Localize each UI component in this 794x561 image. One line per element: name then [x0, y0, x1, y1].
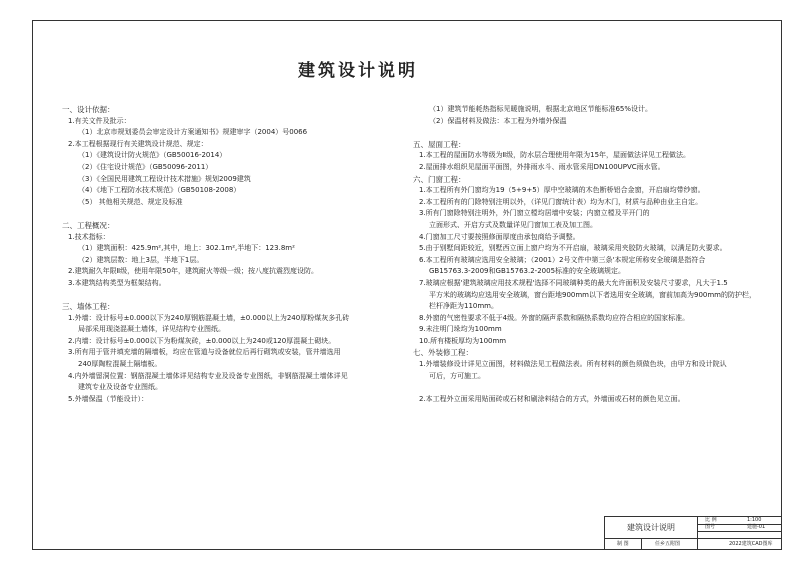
spacer	[413, 382, 756, 394]
footer-right: 2022建筑CAD图库	[729, 541, 773, 547]
paragraph-line: 3.本建筑结构类型为框架结构。	[68, 278, 166, 287]
paragraph-line: （5） 其他相关规范、规定及标准	[78, 197, 183, 206]
scale-value: 1:100	[747, 517, 762, 523]
paragraph-line: 栏杆净距为110mm。	[429, 302, 498, 311]
page-title: 建筑设计说明	[298, 61, 418, 81]
blank-row	[697, 531, 781, 538]
paragraph-line: 2.屋面排水组织见屋面平面图，外排雨水斗、雨水管采用DN100UPVC雨水管。	[419, 162, 665, 171]
paragraph-line: GB15763.3-2009和GB15763.2-2005标准的安全玻璃规定。	[429, 267, 626, 276]
footer-mid: 任乡五附图	[655, 541, 681, 547]
paragraph-line: 5.外墙保温（节能设计）：	[68, 394, 149, 403]
paragraph-line: （2）《住宅设计规范》（GB50096-2011）	[78, 162, 213, 171]
paragraph-line: 2.本工程根据现行有关建筑设计规范、规定：	[68, 139, 208, 148]
spacer	[413, 127, 756, 139]
section-heading: 三、墙体工程：	[62, 302, 115, 312]
paragraph-line: 1.有关文件及批示：	[68, 116, 131, 125]
section-heading: 二、工程概况：	[62, 220, 115, 230]
title-block	[604, 516, 781, 549]
footer-left: 制 图	[617, 541, 629, 547]
paragraph-line: 4.门窗加工尺寸要按照修面厚度由承包商给予调整。	[419, 232, 580, 241]
paragraph-line: 立面形式、开启方式及数量详见门窗加工表及加工图。	[429, 220, 597, 229]
paragraph-line: （4）《地下工程防水技术规范》（GB50108-2008）	[78, 186, 241, 195]
paragraph-line: （2）建筑层数：地上3层，半地下1层。	[78, 255, 204, 264]
drawing-no-label: 图号	[705, 524, 716, 530]
paragraph-line: 1.技术指标：	[68, 232, 110, 241]
paragraph-line: 1.外墙装修设计详见立面图，材料做法见工程做法表。所有材料的颜色须做色块，由甲方和设计院认	[419, 360, 727, 369]
paragraph-line: （1）建筑节能耗热指标见暖施说明，根据北京地区节能标准65%设计。	[429, 105, 653, 113]
section-heading: 六、门窗工程：	[413, 174, 466, 184]
paragraph-line: 8.外窗的气密性要求不低于4级。外窗的隔声系数和隔热系数均应符合相应的国家标准。	[419, 313, 690, 322]
paragraph-line: 4.内外墙留洞位置：钢筋混凝土墙体详见结构专业及设备专业图纸，非钢筋混凝土墙体详见	[68, 371, 348, 380]
paragraph-line: 240厚陶粒混凝土隔墙板。	[78, 360, 162, 369]
paragraph-line: 建筑专业及设备专业图纸。	[78, 383, 162, 392]
spacer	[62, 290, 349, 302]
scale-label: 比 例	[705, 517, 717, 523]
paragraph-line: 5.由于别墅间距较近，别墅西立面上窗户均为不开启扇，玻璃采用夹胶防火玻璃，以满足防火要求。	[419, 244, 727, 253]
paragraph-line: 可后，方可施工。	[429, 371, 485, 380]
drawing-name: 建筑设计说明	[605, 517, 698, 538]
paragraph-line: 9.未注明门垛均为100mm	[419, 325, 502, 334]
left-column	[62, 104, 349, 405]
spacer	[62, 208, 349, 220]
paragraph-line: 3.所有门窗除特别注明外，外门窗立樘均居墙中安装；内窗立樘及平开门的	[419, 209, 650, 218]
paragraph-line: 1.本工程所有外门窗均为19（5+9+5）厚中空玻璃的木色断桥铝合金窗，开启扇均带纱窗。	[419, 186, 705, 195]
paragraph-line: 10.所有楼板厚均为100mm	[419, 336, 507, 345]
paragraph-line: 2.本工程所有的门除特别注明以外，（详见门窗统计表）均为木门，材质与品种由业主自定。	[419, 197, 703, 206]
paragraph-line: 平方米的玻璃均应选用安全玻璃，窗台距地900mm以下者选用安全玻璃，窗前加高为900mm的防护栏，	[429, 290, 756, 299]
paragraph-line: 局部采用现浇混凝土墙体，详见结构专业图纸。	[78, 325, 225, 334]
paragraph-line: 1.外墙：设计标号±0.000以下为240厚钢筋混凝土墙，±0.000以上为240厚粉煤灰多孔砖	[68, 313, 350, 322]
title-block-footer	[605, 538, 781, 549]
paragraph-line: （1）《建筑设计防火规范》（GB50016-2014）	[78, 151, 227, 160]
paragraph-line: 7.玻璃应根据'建筑玻璃应用技术规程'选择不同玻璃种类的最大允许面积及安装尺寸要求，凡大于1.5	[419, 278, 728, 287]
section-heading: 七、外装修工程：	[413, 348, 473, 358]
paragraph-line: 6.本工程所有玻璃应选用安全玻璃；（2001）2号文件中第三条'本规定所称安全玻璃是指符合	[419, 255, 706, 264]
right-column	[413, 104, 756, 405]
paragraph-line: （2）保温材料及做法：本工程为外墙外保温	[429, 116, 567, 125]
paragraph-line: 2.内墙：设计标号±0.000以下为粉煤灰砖，±0.000以上为240或120厚混凝土砌块。	[68, 336, 336, 345]
section-heading: 五、屋面工程：	[413, 139, 466, 149]
paragraph-line: 2.本工程外立面采用贴面砖或石材和刷涂料结合的方式，外墙面或石材的颜色见立面。	[419, 394, 685, 403]
section-heading: 一、设计依据：	[62, 105, 115, 114]
paragraph-line: （1）北京市规划委员会审定设计方案通知书》规建审字（2004）号0066	[78, 128, 308, 137]
drawing-no-value: 建施-01	[747, 524, 766, 530]
paragraph-line: 2.建筑耐久年限Ⅱ级，使用年限50年，建筑耐火等级一级；按八度抗震烈度设防。	[68, 267, 319, 276]
paragraph-line: 1.本工程的屋面防水等级为Ⅱ级，防水层合理使用年限为15年，屋面做法详见工程做法。	[419, 151, 691, 160]
paragraph-line: 3.所有用于管井填充墙的隔墙板，均应在管道与设备就位后再行砌筑或安装，管井墙选用	[68, 348, 341, 357]
paragraph-line: （1）建筑面积：425.9m²,其中，地上：302.1m²,半地下：123.8m²	[78, 244, 295, 253]
paragraph-line: （3）《全国民用建筑工程设计技术措施》规划2009建筑	[78, 174, 251, 183]
